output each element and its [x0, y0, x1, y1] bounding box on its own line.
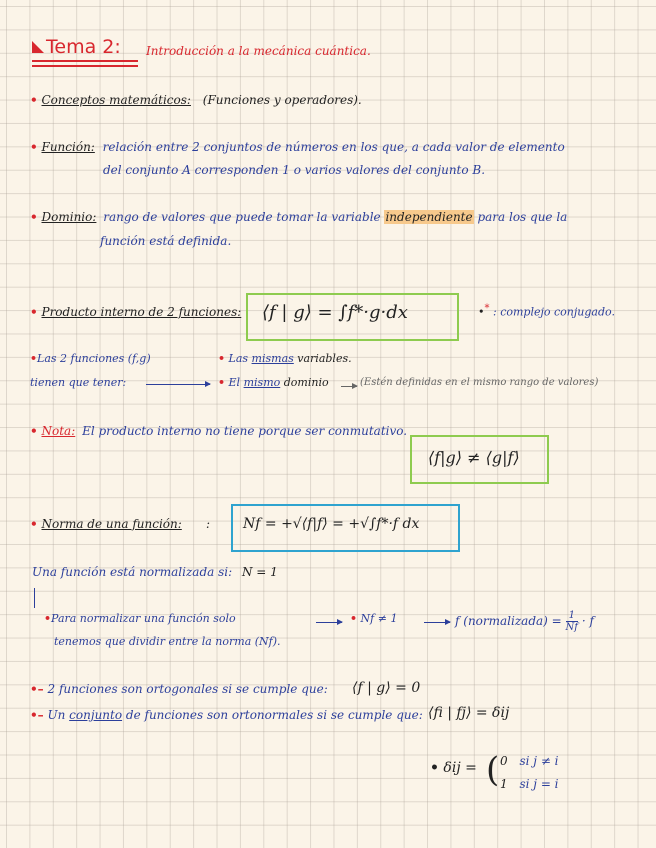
delta-definition: • δij =	[430, 760, 477, 776]
delta-case-2-val: 1	[500, 777, 508, 791]
page-title: Tema 2:	[46, 36, 121, 58]
conditions-left-1-text: Las 2 funciones (f,g)	[37, 352, 151, 365]
delta-case-2	[500, 777, 559, 791]
delta-case-1-val: 0	[500, 754, 508, 768]
funcion-text-2: del conjunto A corresponden 1 o varios valores del conjunto B.	[103, 163, 486, 177]
dominio-row: • Dominio: rango de valores que puede tomar la variable independiente para los que la	[30, 210, 568, 224]
page-subtitle: Introducción a la mecánica cuántica.	[146, 44, 371, 58]
ortho-row-1: •– 2 funciones son ortogonales si se cumple que:	[30, 682, 328, 696]
ortho-line-1-text: 2 funciones son ortogonales si se cumple que:	[47, 682, 328, 696]
ortho-row-2: •– Un conjunto de funciones son ortonormales si se cumple que:	[30, 708, 423, 722]
normalized-text: Una función está normalizada si:	[32, 565, 233, 579]
nota-text: El producto interno no tiene porque ser conmutativo.	[82, 424, 408, 438]
normalize-arrow-1	[316, 622, 342, 623]
normalize-fraction	[566, 610, 578, 633]
title-underline-2	[32, 65, 138, 67]
norma-label: Norma de una función:	[41, 517, 182, 531]
nota-row: • Nota: El producto interno no tiene porque ser conmutativo.	[30, 424, 408, 438]
norma-colon: :	[206, 517, 211, 531]
dominio-label: Dominio:	[41, 210, 97, 224]
normalize-cond-row: • Nf ≠ 1	[350, 612, 398, 625]
dominio-text-b: para los que la	[477, 210, 568, 224]
normalized-row	[32, 565, 278, 579]
delta-case-1-cond: si j ≠ i	[519, 754, 559, 768]
conditions-left-2: tienen que tener:	[30, 376, 127, 389]
producto-row: • Producto interno de 2 funciones:	[30, 305, 242, 319]
delta-case-1	[500, 754, 559, 768]
concepts-paren: (Funciones y operadores).	[202, 93, 362, 107]
conditions-right-2: • El mismo dominio	[218, 376, 329, 389]
title-flag-icon	[32, 41, 44, 53]
conditions-right-1-c: variables.	[297, 352, 352, 365]
normalize-arrow-2	[424, 622, 450, 623]
normalize-para-1-text: Para normalizar una función solo	[51, 612, 236, 625]
concepts-row: • Conceptos matemáticos: (Funciones y operadores).	[30, 93, 362, 107]
conditions-right-1: • Las mismas variables.	[218, 352, 352, 365]
ortho-line-2-a: Un	[47, 708, 66, 722]
normalize-result-a: f (normalizada) =	[455, 614, 562, 628]
delta-brace: (	[486, 750, 500, 790]
normalize-para-1: •Para normalizar una función solo	[44, 612, 236, 625]
ortho-line-2-formula: ⟨fi | fj⟩ = δij	[428, 705, 510, 721]
star-note-row	[478, 303, 615, 319]
conditions-right-2-b: mismo	[243, 376, 281, 389]
dominio-highlight: independiente	[385, 210, 473, 224]
concepts-label: Conceptos matemáticos:	[41, 93, 191, 107]
normalize-cond: Nf ≠ 1	[360, 612, 398, 625]
conditions-right-2-c: dominio	[283, 376, 329, 389]
delta-case-2-cond: si j = i	[519, 777, 559, 791]
conditions-right-2-note: (Estén definidas en el mismo rango de valores)	[360, 377, 599, 388]
normalize-result	[455, 610, 594, 633]
conditions-right-1-a: Las	[228, 352, 249, 365]
conditions-note-arrow	[341, 386, 357, 387]
normalized-branch-line	[34, 588, 35, 608]
normalize-frac-den: Nf	[565, 622, 578, 633]
norma-formula: Nf = +√⟨f|f⟩ = +√∫f*·f dx	[243, 516, 420, 532]
ortho-line-2-c: de funciones son ortonormales si se cumple que:	[125, 708, 423, 722]
norma-row: • Norma de una función:	[30, 517, 182, 531]
star-note: : complejo conjugado.	[493, 305, 615, 319]
conditions-arrow	[146, 384, 210, 385]
conditions-right-2-a: El	[228, 376, 241, 389]
normalize-frac-num: 1	[566, 610, 578, 622]
ortho-line-1-formula: ⟨f | g⟩ = 0	[352, 680, 421, 696]
funcion-row: • Función: relación entre 2 conjuntos de números en los que, a cada valor de elemento	[30, 140, 565, 154]
producto-label: Producto interno de 2 funciones:	[41, 305, 242, 319]
title-underline	[32, 60, 138, 62]
delta-lhs: δij =	[443, 760, 477, 776]
conditions-right-1-b: mismas	[251, 352, 294, 365]
ortho-line-2-b: conjunto	[69, 708, 123, 722]
star-icon: *	[484, 303, 490, 314]
star-bullet: •	[478, 305, 485, 319]
funcion-label: Función:	[41, 140, 95, 154]
normalize-para-2: tenemos que dividir entre la norma (Nf).	[54, 635, 281, 648]
nota-formula: ⟨f|g⟩ ≠ ⟨g|f⟩	[428, 448, 520, 467]
funcion-text-1: relación entre 2 conjuntos de números en los que, a cada valor de elemento	[102, 140, 565, 154]
producto-formula: ⟨f | g⟩ = ∫f*·g·dx	[262, 302, 408, 323]
conditions-left-1: •Las 2 funciones (f,g)	[30, 352, 151, 365]
dominio-text-a: rango de valores que puede tomar la variable	[103, 210, 381, 224]
dominio-text-2: función está definida.	[100, 234, 232, 248]
normalized-cond: N = 1	[241, 565, 278, 579]
nota-label: Nota:	[41, 424, 76, 438]
normalize-result-b: · f	[581, 614, 594, 628]
